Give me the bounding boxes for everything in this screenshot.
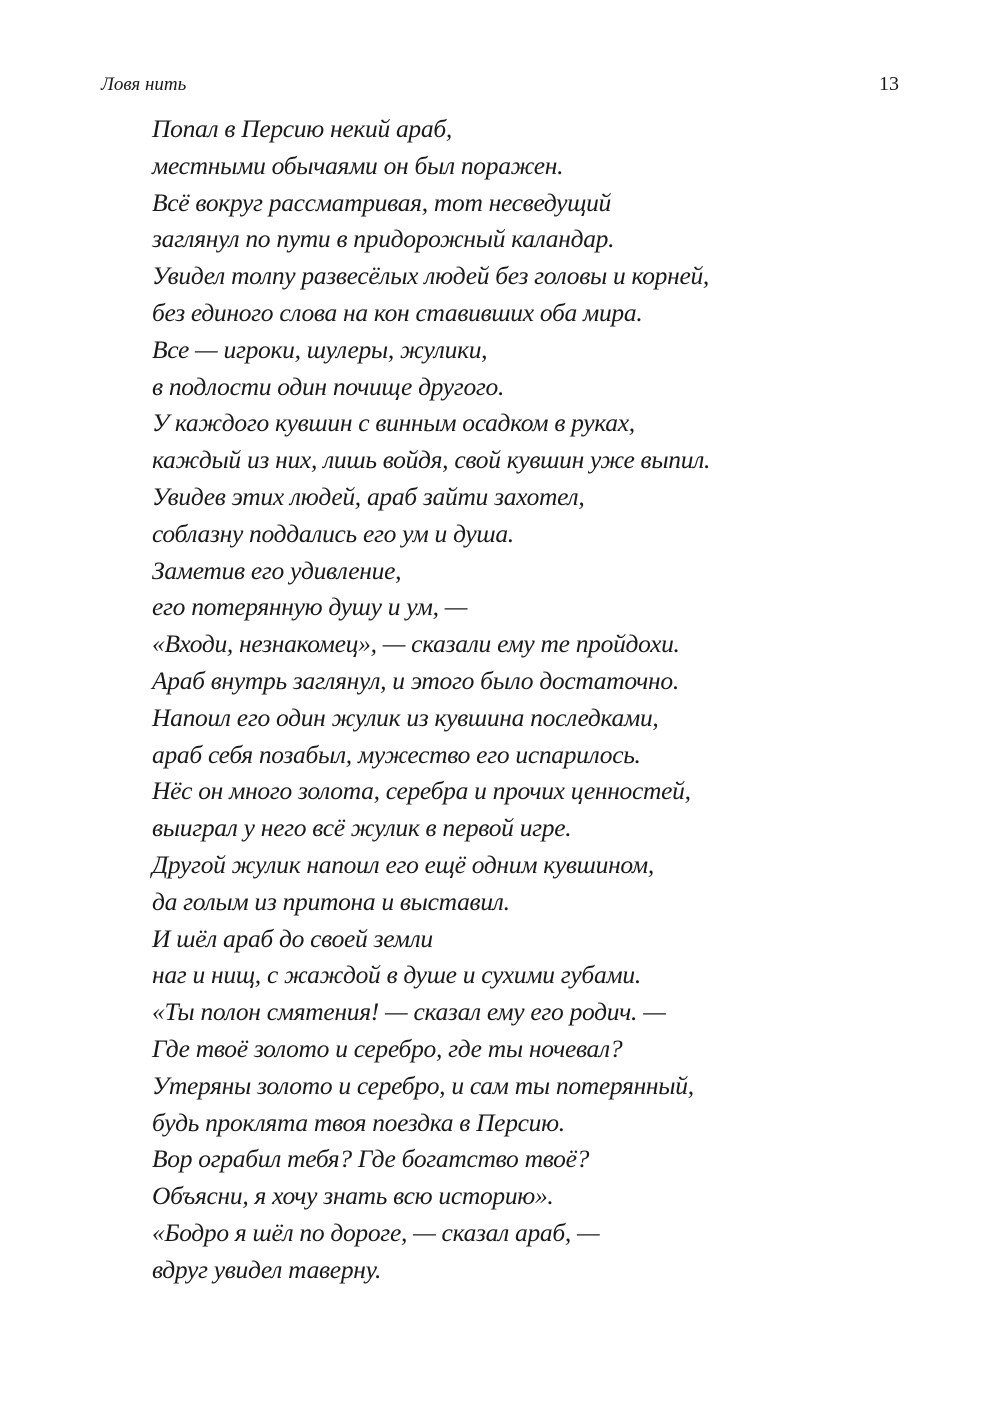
poem-line: местными обычаями он был поражен. xyxy=(152,150,564,180)
poem-line: каждый из них, лишь войдя, свой кувшин уже выпил. xyxy=(152,445,711,475)
poem-line: Увидел толпу развесёлых людей без головы и корней, xyxy=(152,261,709,291)
poem-line: Объясни, я хочу знать всю историю». xyxy=(152,1181,554,1211)
poem-line: да голым из притона и выставил. xyxy=(152,886,510,916)
poem-line: Вор ограбил тебя? Где богатство твоё? xyxy=(152,1144,590,1174)
page-number: 13 xyxy=(879,73,899,95)
poem-line: Заметив его удивление, xyxy=(152,555,402,585)
poem-line: без единого слова на кон ставивших оба мира. xyxy=(152,297,643,327)
poem-line: будь проклята твоя поездка в Персию. xyxy=(152,1107,565,1137)
poem-line: вдруг увидел таверну. xyxy=(152,1254,382,1284)
poem-text xyxy=(152,111,852,1289)
poem-line: «Бодро я шёл по дороге, — сказал араб, — xyxy=(152,1217,600,1247)
poem-line: араб себя позабыл, мужество его испарилось. xyxy=(152,739,641,769)
poem-line: Нёс он много золота, серебра и прочих ценностей, xyxy=(152,776,691,806)
poem-line: Утеряны золото и серебро, и сам ты потерянный, xyxy=(152,1070,694,1100)
poem-line: Все — игроки, шулеры, жулики, xyxy=(152,334,488,364)
poem-line: заглянул по пути в придорожный каландар. xyxy=(152,224,615,254)
poem-line: Другой жулик напоил его ещё одним кувшином, xyxy=(152,849,654,879)
poem-line: Араб внутрь заглянул, и этого было достаточно. xyxy=(152,665,679,695)
poem-line: выиграл у него всё жулик в первой игре. xyxy=(152,813,572,843)
poem-line: Попал в Персию некий араб, xyxy=(152,114,452,143)
poem-line: соблазну поддались его ум и душа. xyxy=(152,518,514,548)
poem-line: наг и нищ, с жаждой в душе и сухими губами. xyxy=(152,960,641,990)
poem-line: Всё вокруг рассматривая, тот несведущий xyxy=(152,187,611,217)
poem-line: «Входи, незнакомец», — сказали ему те пройдохи. xyxy=(152,629,680,659)
poem-line: У каждого кувшин с винным осадком в руках, xyxy=(152,408,635,438)
poem-line: Напоил его один жулик из кувшина последками, xyxy=(152,702,659,732)
poem-line: Увидев этих людей, араб зайти захотел, xyxy=(152,481,585,511)
poem-line: его потерянную душу и ум, — xyxy=(152,592,468,622)
poem-line: Где твоё золото и серебро, где ты ночевал? xyxy=(152,1033,623,1063)
poem-line: «Ты полон смятения! — сказал ему его родич. — xyxy=(152,997,666,1027)
running-head-title: Ловя нить xyxy=(101,74,187,95)
poem-line: в подлости один почище другого. xyxy=(152,371,505,401)
poem-line: И шёл араб до своей земли xyxy=(152,923,433,953)
